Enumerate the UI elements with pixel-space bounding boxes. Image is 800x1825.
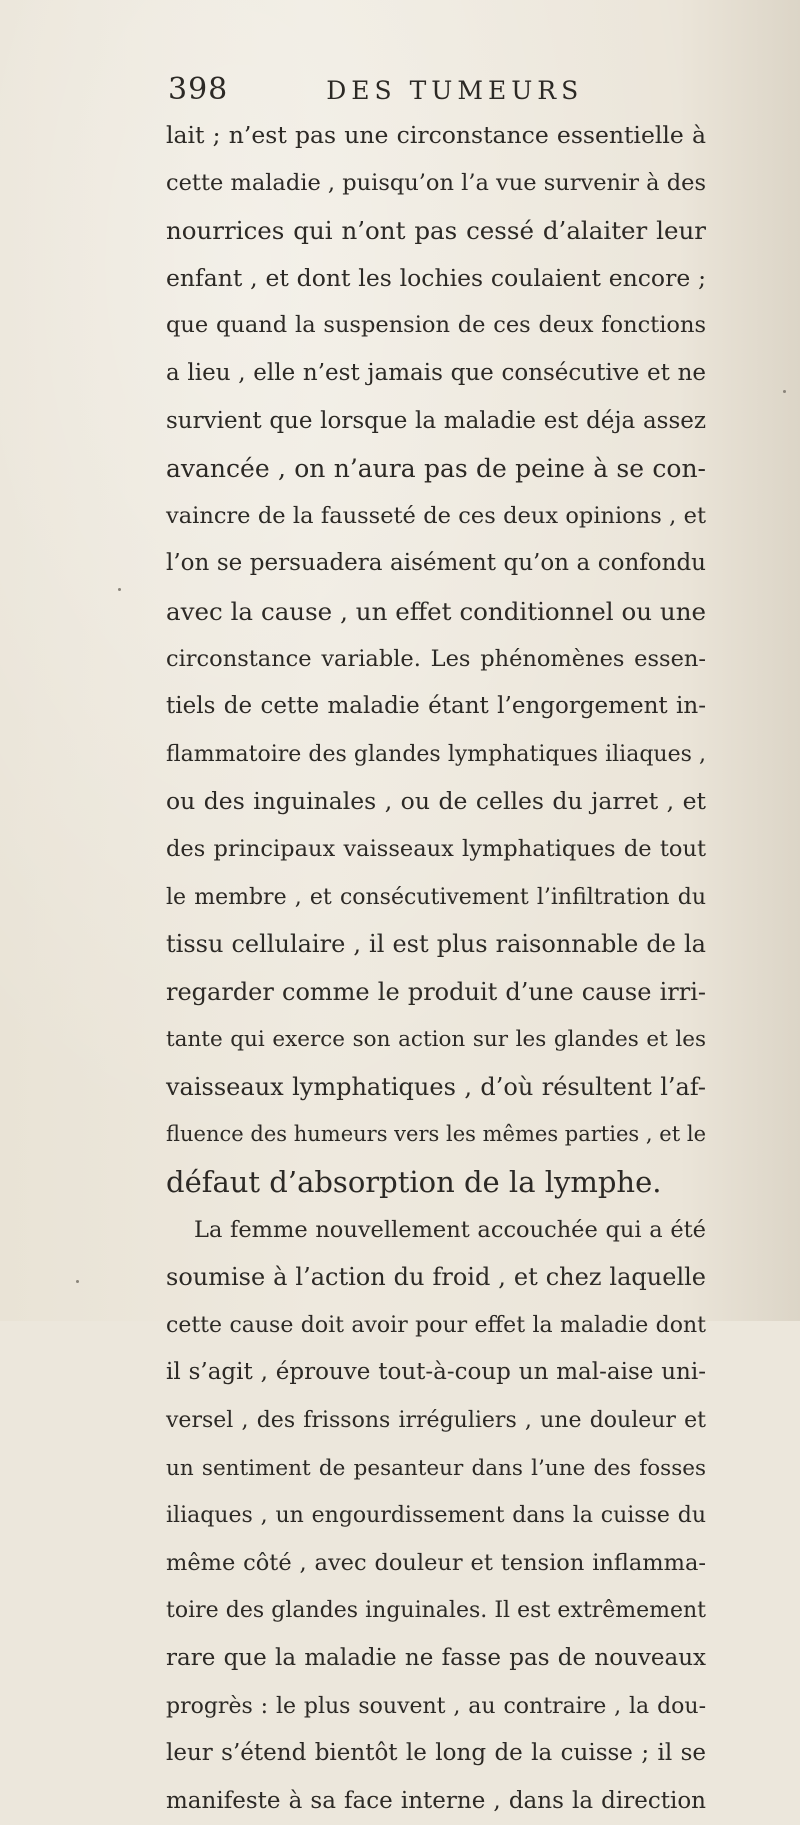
text-line: vaisseaux lymphatiques , d’où résultent l’af-	[166, 1072, 706, 1101]
text-line: survient que lorsque la maladie est déja assez	[166, 407, 706, 434]
text-line: un sentiment de pesanteur dans l’une des fosses	[166, 1455, 706, 1481]
text-line: rare que la maladie ne fasse pas de nouveaux	[166, 1645, 706, 1671]
paragraph-start-line: La femme nouvellement accouchée qui a été	[194, 1216, 706, 1243]
text-line: lait ; n’est pas une circonstance essentielle à	[166, 121, 706, 149]
paper-speck	[76, 1280, 79, 1283]
text-line: tiels de cette maladie étant l’engorgement in-	[166, 693, 706, 720]
body-text	[166, 112, 706, 1825]
text-line: l’on se persuadera aisément qu’on a confondu	[166, 550, 706, 577]
text-line: manifeste à sa face interne , dans la direction	[166, 1787, 706, 1814]
page-header	[168, 72, 688, 112]
text-line: tante qui exerce son action sur les glandes et les	[166, 1027, 706, 1053]
text-line: cette cause doit avoir pour effet la maladie dont	[166, 1312, 706, 1338]
text-line: il s’agit , éprouve tout-à-coup un mal-aise uni-	[166, 1359, 706, 1386]
text-line: vaincre de la fausseté de ces deux opinions , et	[166, 502, 706, 529]
text-line: avec la cause , un effet conditionnel ou une	[166, 596, 706, 626]
text-line: toire des glandes inguinales. Il est extrêmement	[166, 1598, 706, 1624]
text-line: nourrices qui n’ont pas cessé d’alaiter leur	[166, 216, 706, 246]
text-line: même côté , avec douleur et tension inflamma-	[166, 1549, 706, 1576]
text-line: tissu cellulaire , il est plus raisonnable de la	[166, 930, 706, 959]
text-line: iliaques , un engourdissement dans la cuisse du	[166, 1503, 706, 1529]
text-line: flammatoire des glandes lymphatiques iliaques ,	[166, 741, 706, 767]
text-line: enfant , et dont les lochies coulaient encore ;	[166, 263, 706, 292]
running-head: DES TUMEURS	[326, 76, 584, 105]
text-line: des principaux vaisseaux lymphatiques de tout	[166, 835, 706, 862]
text-line: regarder comme le produit d’une cause irri-	[166, 977, 706, 1006]
text-line: versel , des frissons irréguliers , une douleur et	[166, 1408, 706, 1434]
text-line: avancée , on n’aura pas de peine à se con-	[166, 454, 706, 484]
text-line: progrès : le plus souvent , au contraire , la dou-	[166, 1693, 706, 1719]
text-line: circonstance variable. Les phénomènes essen-	[166, 645, 706, 672]
text-line: leur s’étend bientôt le long de la cuisse ; il se	[166, 1740, 706, 1767]
text-line: soumise à l’action du froid , et chez laquelle	[166, 1263, 706, 1292]
paper-speck	[783, 390, 786, 393]
page-number: 398	[168, 72, 229, 107]
text-line: le membre , et consécutivement l’infiltration du	[166, 884, 706, 910]
paper-speck	[118, 588, 121, 591]
text-line: a lieu , elle n’est jamais que consécutive et ne	[166, 359, 706, 386]
text-line: cette maladie , puisqu’on l’a vue survenir à des	[166, 169, 706, 196]
text-line: que quand la suspension de ces deux fonctions	[166, 312, 706, 339]
text-line: ou des inguinales , ou de celles du jarret , et	[166, 787, 706, 816]
text-line: fluence des humeurs vers les mêmes parties , et le	[166, 1122, 706, 1147]
paragraph-end-line: défaut d’absorption de la lymphe.	[166, 1165, 662, 1200]
